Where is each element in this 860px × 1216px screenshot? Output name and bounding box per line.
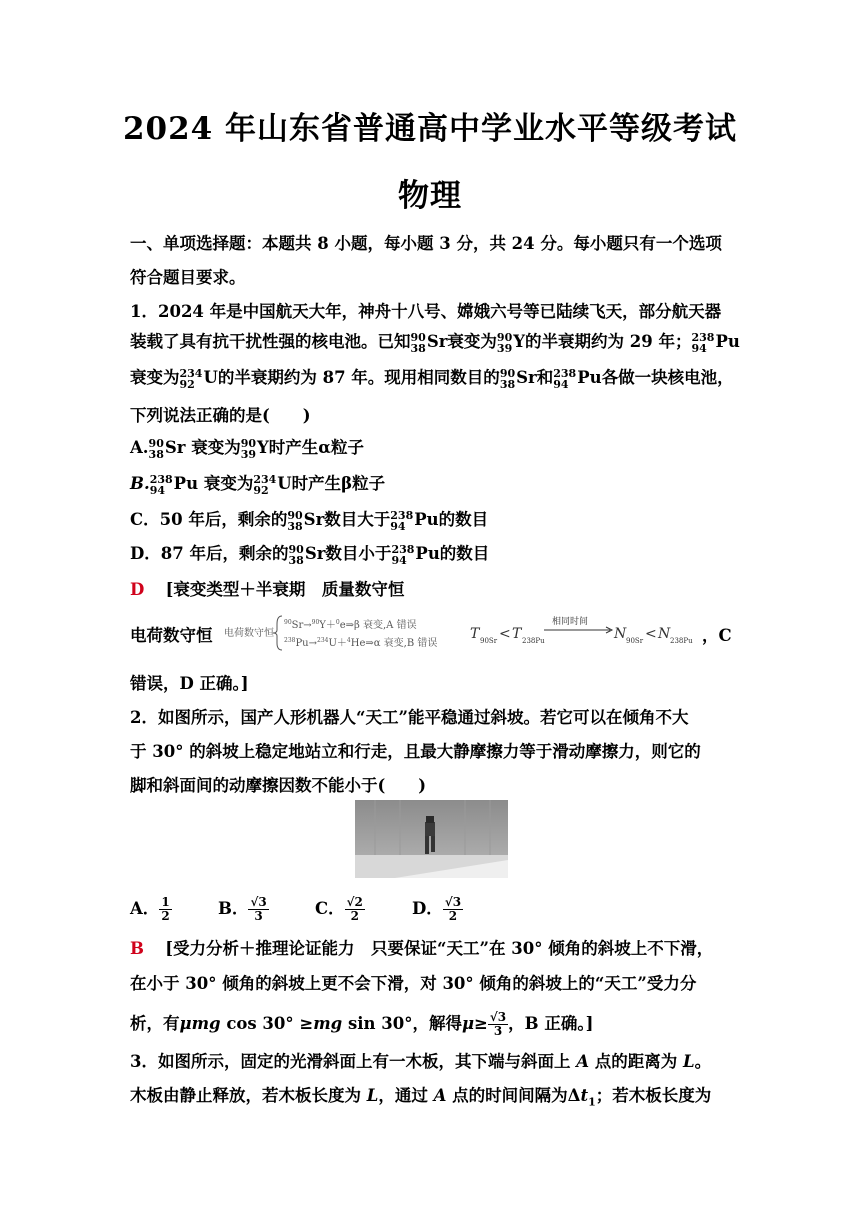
pu238-isotope: 238 94 — [691, 330, 715, 355]
q2-line2: 于 30° 的斜坡上稳定地站立和行走，且最大静摩擦力等于滑动摩擦力，则它的 — [130, 742, 701, 761]
text: A — [576, 1052, 590, 1071]
q1-option-b — [130, 470, 385, 496]
text: ，B 正确。] — [508, 1014, 594, 1033]
text: Sr衰变为 — [426, 332, 497, 351]
decay-formula-graphic — [222, 612, 716, 654]
text: μ — [461, 1014, 475, 1033]
fraction: $\frac{√2}{2}$ — [346, 895, 363, 923]
y90-isotope: 90 39 — [496, 330, 513, 355]
q1-answer-line — [130, 576, 404, 600]
svg-text:90Sr: 90Sr — [626, 637, 644, 645]
page-title: 2024 年山东省普通高中学业水平等级考试 — [122, 111, 738, 147]
u234-isotope: 234 92 — [253, 472, 277, 497]
answer-letter: D — [130, 580, 145, 599]
robot-slope-photo — [355, 800, 508, 878]
text: mg — [313, 1014, 343, 1033]
text: U的半衰期约为 87 年。现用相同数目的 — [203, 368, 500, 387]
text: L — [683, 1052, 695, 1071]
text: 装载了具有抗干扰性强的核电池。已知 — [130, 332, 411, 351]
text: 点的距离为 — [589, 1052, 684, 1071]
text: Sr 衰变为 — [164, 438, 241, 457]
text: sin 30°，解得 — [342, 1014, 462, 1033]
sr90-isotope: 90 38 — [499, 366, 516, 391]
formula-label: 电荷数守恒 — [224, 628, 274, 639]
text: Sr和 — [516, 368, 554, 387]
q1-line1: 1．2024 年是中国航天大年，神舟十八号、嫦娥六号等已陆续飞天，部分航天器 — [130, 302, 722, 321]
svg-text:<: < — [499, 626, 511, 642]
text: U时产生β粒子 — [277, 474, 386, 493]
pu238-isotope: 238 94 — [391, 542, 415, 567]
q2-answer-line — [130, 935, 713, 959]
q2-line1: 2．如图所示，国产人形机器人“天工”能平稳通过斜坡。若它可以在倾角不大 — [130, 708, 689, 727]
formula-row2: Pu→ — [295, 638, 318, 649]
svg-text:<: < — [645, 626, 657, 642]
fraction: $\frac{1}{2}$ — [161, 895, 170, 923]
text: μmg — [179, 1014, 221, 1033]
q1-exp-end: 错误，D 正确。] — [130, 674, 249, 693]
sr90-isotope: 90 38 — [410, 330, 426, 355]
text: 木板由静止释放，若木板长度为 — [130, 1086, 367, 1105]
section-heading: 一、单项选择题：本题共 8 小题，每小题 3 分，共 24 分。每小题只有一个选项 — [130, 234, 722, 253]
q3-line2 — [130, 1082, 711, 1108]
q1-option-c — [130, 506, 488, 532]
sr90-isotope: 90 38 — [148, 436, 164, 461]
text: Sr数目小于 — [304, 544, 392, 563]
text: t — [580, 1086, 589, 1105]
q2-exp-line3 — [130, 1010, 593, 1038]
fraction: $\frac{√3}{2}$ — [444, 895, 462, 923]
text: Pu的数目 — [415, 544, 490, 563]
text: 析，有 — [130, 1014, 180, 1033]
svg-text:90Sr→90Y＋0e⇒β 衰变,A 错误: $^{90}$Sr→$^{90}$Y＋$^0$e⇒β 衰变,A 错误 — [284, 619, 417, 631]
svg-text:238Pu: 238Pu — [670, 637, 693, 645]
svg-text:238Pu: 238Pu — [522, 637, 545, 645]
subject-title: 物理 — [398, 178, 462, 214]
y90-isotope: 90 39 — [240, 436, 257, 461]
text: ；若木板长度为 — [595, 1086, 712, 1105]
formula-text: He⇒α 衰变,B 错误 — [350, 638, 438, 649]
q1-line3 — [130, 364, 734, 390]
formula-text: Y＋ — [319, 620, 336, 631]
text: L — [366, 1086, 379, 1105]
pu238-isotope: 238 94 — [553, 366, 577, 391]
svg-text:90Sr: 90Sr — [480, 637, 498, 645]
q1-exp-charge-label: 电荷数守恒 — [130, 626, 213, 645]
text: B. — [130, 474, 150, 493]
formula-text: U＋ — [328, 638, 347, 649]
text: Pu 衰变为 — [173, 474, 254, 493]
section-heading-cont: 符合题目要求。 — [130, 268, 246, 287]
svg-text:T: T — [470, 626, 480, 642]
text: D． — [412, 899, 443, 918]
text: 衰变为 — [130, 368, 180, 387]
u234-isotope: 234 92 — [179, 366, 203, 391]
fraction: $\frac{√3}{3}$ — [489, 1010, 507, 1038]
text: ，通过 — [378, 1086, 434, 1105]
text: A． — [130, 899, 160, 918]
sr90-isotope: 90 38 — [288, 542, 304, 567]
svg-text:N: N — [614, 626, 627, 642]
q2-option-a — [130, 895, 172, 923]
pu238-isotope: 238 94 — [149, 472, 173, 497]
text: 1 — [588, 1095, 596, 1109]
answer-letter: B — [130, 939, 144, 958]
text: A. — [130, 438, 149, 457]
q1-option-d — [130, 540, 489, 566]
text: D．87 年后，剩余的 — [130, 544, 289, 563]
text: Y时产生α粒子 — [257, 438, 365, 457]
text: Y的半衰期约为 29 年； — [513, 332, 692, 351]
text: B． — [218, 899, 249, 918]
text: 。 — [694, 1052, 712, 1071]
q1-option-a — [130, 434, 364, 460]
sr90-isotope: 90 38 — [287, 508, 303, 533]
q2-exp-line2: 在小于 30° 倾角的斜坡上更不会下滑，对 30° 倾角的斜坡上的“天工”受力分 — [130, 974, 697, 993]
q2-line3: 脚和斜面间的动摩擦因数不能小于( ) — [130, 776, 427, 795]
q1-stem-end: 下列说法正确的是( ) — [130, 406, 311, 425]
svg-text:N: N — [658, 626, 671, 642]
text: Pu — [715, 332, 740, 351]
text: Pu各做一块核电池， — [577, 368, 734, 387]
text: 3．如图所示，固定的光滑斜面上有一木板，其下端与斜面上 — [130, 1052, 577, 1071]
arrow-label: 相同时间 — [552, 617, 589, 627]
q1-exp-c-text: ，C — [702, 626, 732, 645]
text: cos 30° ≥ — [220, 1014, 314, 1033]
text: Sr数目大于 — [303, 510, 391, 529]
text: C．50 年后，剩余的 — [130, 510, 288, 529]
svg-text:T: T — [512, 626, 522, 642]
q3-line1 — [130, 1048, 711, 1072]
text: C． — [315, 899, 345, 918]
svg-text:238Pu→234U＋4He⇒α 衰变,B 错误: $^{238}$Pu→$^{234}$U＋$^4$He⇒α 衰变,B 错误 — [284, 637, 438, 649]
q1-line2 — [130, 328, 740, 354]
formula-text: e⇒β 衰变,A 错误 — [339, 620, 417, 631]
text: Pu的数目 — [414, 510, 489, 529]
explanation: [受力分析＋推理论证能力 只要保证“天工”在 30° 倾角的斜坡上不下滑， — [165, 939, 714, 958]
q2-option-c — [315, 895, 365, 923]
text: ≥ — [474, 1014, 488, 1033]
text: 点的时间间隔为Δ — [446, 1086, 581, 1105]
text: A — [433, 1086, 447, 1105]
q2-option-b — [218, 895, 269, 923]
pu238-isotope: 238 94 — [390, 508, 414, 533]
fraction: $\frac{√3}{3}$ — [250, 895, 267, 923]
formula-row1: Sr→ — [291, 620, 312, 631]
explanation: [衰变类型＋半衰期 质量数守恒 — [165, 580, 405, 599]
q2-option-d — [412, 895, 463, 923]
